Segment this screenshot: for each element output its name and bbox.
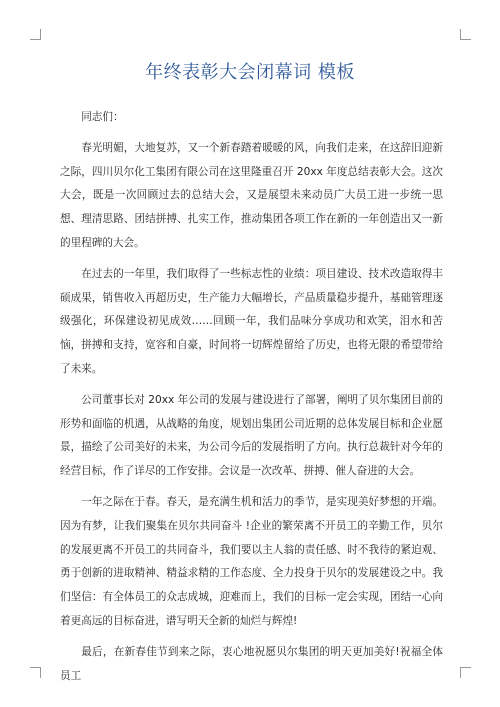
crop-mark-top-left: [30, 29, 41, 40]
paragraph-plans: 公司董事长对 20xx 年公司的发展与建设进行了部署，阐明了贝尔集团目前的形势和面临的机遇，从战略的角度，规划出集团公司近期的总体发展目标和企业愿景，描绘了公司美好的未来，为公司今后的发展指明了方向。执行总裁针对今年的经营目标，作了详尽的工作安排。会议是一次改革、拼搏、催人奋进的大会。: [60, 393, 443, 478]
crop-mark-top-right: [460, 29, 471, 40]
document-title: 年终表彰大会闭幕词 模板: [145, 62, 355, 83]
greeting: 同志们：: [81, 111, 124, 123]
paragraph-closing: 最后，在新春佳节到来之际，衷心地祝愿贝尔集团的明天更加美好!祝福全体员工: [60, 645, 443, 682]
paragraph-spring: 一年之际在于春。春天，是充满生机和活力的季节，是实现美好梦想的开端。因为有梦，让我们聚集在贝尔共同奋斗 !企业的繁荣离不开员工的辛勤工作，贝尔的发展更离不开员工的共同奋斗，我们要以主人翁的责任感、时不我待的紧迫观、勇于创新的进取精神、精益求精的工作态度、全力投身于贝尔的发展建设之中。我们坚信：有全体员工的众志成城，迎难而上，我们的目标一定会实现，团结一心向着更高远的目标奋进，谱写明天全新的灿烂与辉煌!: [60, 495, 443, 627]
document-body: [60, 106, 443, 695]
paragraph-opening: 春光明媚，大地复苏，又一个新春踏着暖暖的风，向我们走来，在这辞旧迎新之际，四川贝尔化工集团有限公司在这里隆重召开 20xx 年度总结表彰大会。这次大会，既是一次回顾过去的总结大会，又是展望未来动员广大员工进一步统一思想、理清思路、团结拼搏、扎实工作，推动集团各项工作在新的一年创造出又一新的里程碑的大会。: [60, 141, 443, 249]
crop-mark-bottom-left: [30, 667, 41, 678]
crop-mark-bottom-right: [460, 667, 471, 678]
paragraph-achievements: 在过去的一年里，我们取得了一些标志性的业绩：项目建设、技术改造取得丰硕成果，销售收入再超历史，生产能力大幅增长，产品质量稳步提升，基础管理逐级强化，环保建设初见成效……回顾一年，我们品味分享成功和欢笑，泪水和苦恼，拼搏和支持，宽容和自豪，时间将一切辉煌留给了历史，也将无限的希望带给了未来。: [60, 267, 443, 375]
